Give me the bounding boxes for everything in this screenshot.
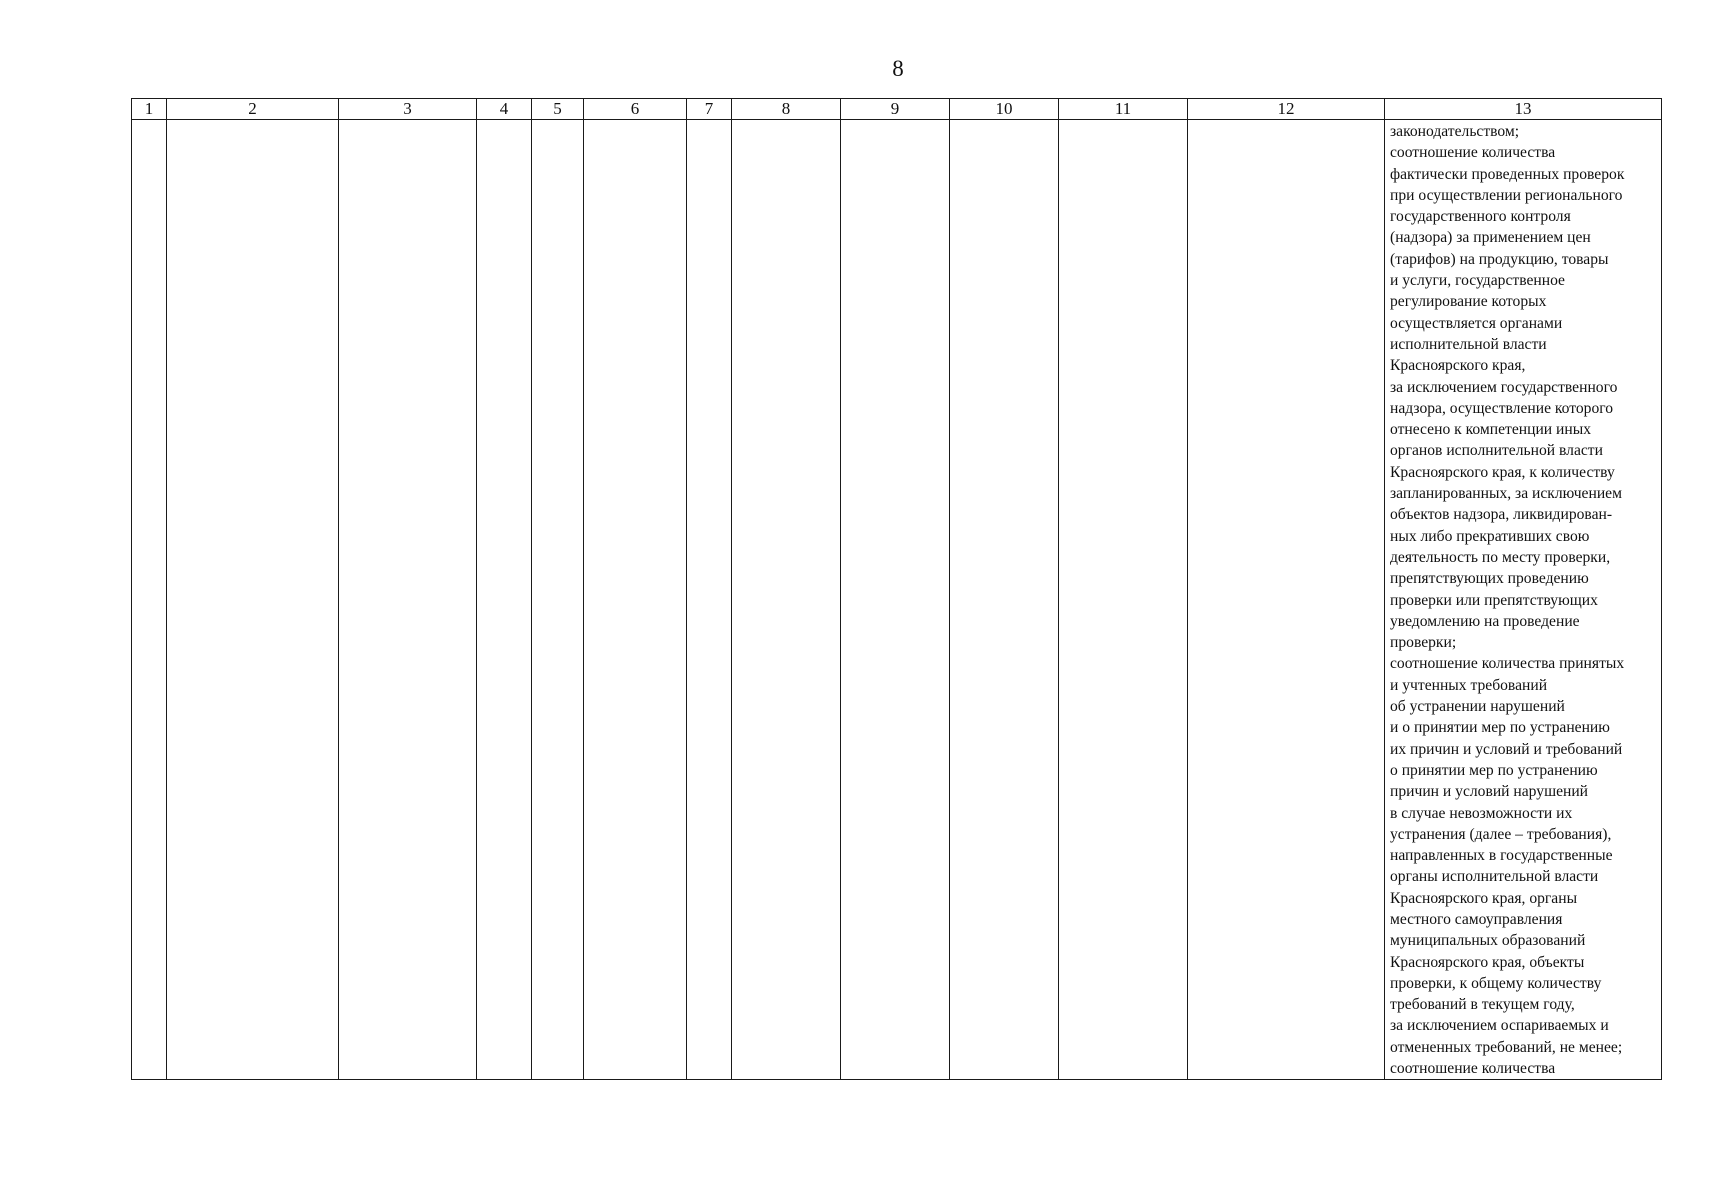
document-table — [131, 98, 1662, 1080]
table-cell-col-13 — [1385, 120, 1662, 1080]
text-line: регулирование которых — [1390, 293, 1547, 311]
column-header-13: 13 — [1385, 99, 1662, 120]
table-cell-col-4 — [477, 120, 532, 1080]
text-line: органы исполнительной власти — [1390, 868, 1599, 886]
text-line: препятствующих проведению — [1390, 570, 1589, 588]
text-line: надзора, осуществление которого — [1390, 399, 1614, 417]
table-cell-col-7 — [687, 120, 732, 1080]
text-line: за исключением оспариваемых и — [1390, 1017, 1609, 1035]
table-header-row — [132, 99, 1662, 120]
table-cell-col-3 — [339, 120, 477, 1080]
text-line: осуществляется органами — [1390, 314, 1563, 332]
text-line: в случае невозможности их — [1390, 804, 1573, 822]
text-line: причин и условий нарушений — [1390, 783, 1589, 801]
text-line: запланированных, за исключением — [1390, 485, 1622, 503]
text-line: и о принятии мер по устранению — [1390, 719, 1610, 737]
text-line: Красноярского края, к количеству — [1390, 463, 1615, 481]
column-header-6: 6 — [584, 99, 687, 120]
table-cell-col-10 — [950, 120, 1059, 1080]
page-number: 8 — [892, 56, 904, 81]
text-line: требований в текущем году, — [1390, 996, 1575, 1014]
text-line: проверки или препятствующих — [1390, 591, 1598, 609]
text-line: при осуществлении регионального — [1390, 186, 1623, 204]
text-line: уведомлению на проведение — [1390, 612, 1580, 630]
text-line: ных либо прекративших свою — [1390, 527, 1590, 545]
text-line: проверки; — [1390, 634, 1457, 652]
text-line: соотношение количества — [1390, 1060, 1556, 1078]
text-line: местного самоуправления — [1390, 910, 1563, 928]
text-line: отнесено к компетенции иных — [1390, 421, 1592, 439]
column-header-2: 2 — [167, 99, 339, 120]
text-line: и услуги, государственное — [1390, 272, 1565, 290]
text-line: (надзора) за применением цен — [1390, 229, 1591, 247]
column-header-7: 7 — [687, 99, 732, 120]
table-cell-col-11 — [1059, 120, 1188, 1080]
text-line: их причин и условий и требований — [1390, 740, 1623, 758]
column-header-1: 1 — [132, 99, 167, 120]
table-cell-col-6 — [584, 120, 687, 1080]
text-line: об устранении нарушений — [1390, 698, 1565, 716]
column-header-12: 12 — [1188, 99, 1385, 120]
text-line: исполнительной власти — [1390, 335, 1547, 353]
text-line: проверки, к общему количеству — [1390, 974, 1602, 992]
text-line: соотношение количества принятых — [1390, 655, 1625, 673]
text-line: законодательством; — [1390, 123, 1520, 140]
text-line: фактически проведенных проверок — [1390, 165, 1625, 183]
text-line: отмененных требований, не менее; — [1390, 1038, 1623, 1056]
text-line: и учтенных требований — [1390, 676, 1548, 694]
text-line: деятельность по месту проверки, — [1390, 548, 1611, 566]
text-line: устранения (далее – требования), — [1390, 825, 1612, 843]
text-line: объектов надзора, ликвидирован- — [1390, 506, 1613, 524]
text-line: соотношение количества — [1390, 144, 1556, 162]
column-header-4: 4 — [477, 99, 532, 120]
table-cell-col-12 — [1188, 120, 1385, 1080]
column-header-5: 5 — [532, 99, 584, 120]
column-header-8: 8 — [732, 99, 841, 120]
text-line: о принятии мер по устранению — [1390, 761, 1598, 779]
text-line: за исключением государственного — [1390, 378, 1618, 396]
text-line: Красноярского края, — [1390, 357, 1526, 375]
text-line: Красноярского края, органы — [1390, 889, 1578, 907]
text-line: государственного контроля — [1390, 208, 1571, 226]
column-header-3: 3 — [339, 99, 477, 120]
table-cell-col-2 — [167, 120, 339, 1080]
table-cell-col-1 — [132, 120, 167, 1080]
column-13-text — [1385, 120, 1661, 1079]
text-line: органов исполнительной власти — [1390, 442, 1603, 460]
column-header-9: 9 — [841, 99, 950, 120]
column-header-11: 11 — [1059, 99, 1188, 120]
table-cell-col-8 — [732, 120, 841, 1080]
text-line: (тарифов) на продукцию, товары — [1390, 250, 1609, 268]
text-line: Красноярского края, объекты — [1390, 953, 1585, 971]
text-line: муниципальных образований — [1390, 932, 1586, 950]
table-row — [132, 120, 1662, 1080]
table-cell-col-9 — [841, 120, 950, 1080]
text-line: направленных в государственные — [1390, 847, 1613, 865]
table-cell-col-5 — [532, 120, 584, 1080]
column-header-10: 10 — [950, 99, 1059, 120]
